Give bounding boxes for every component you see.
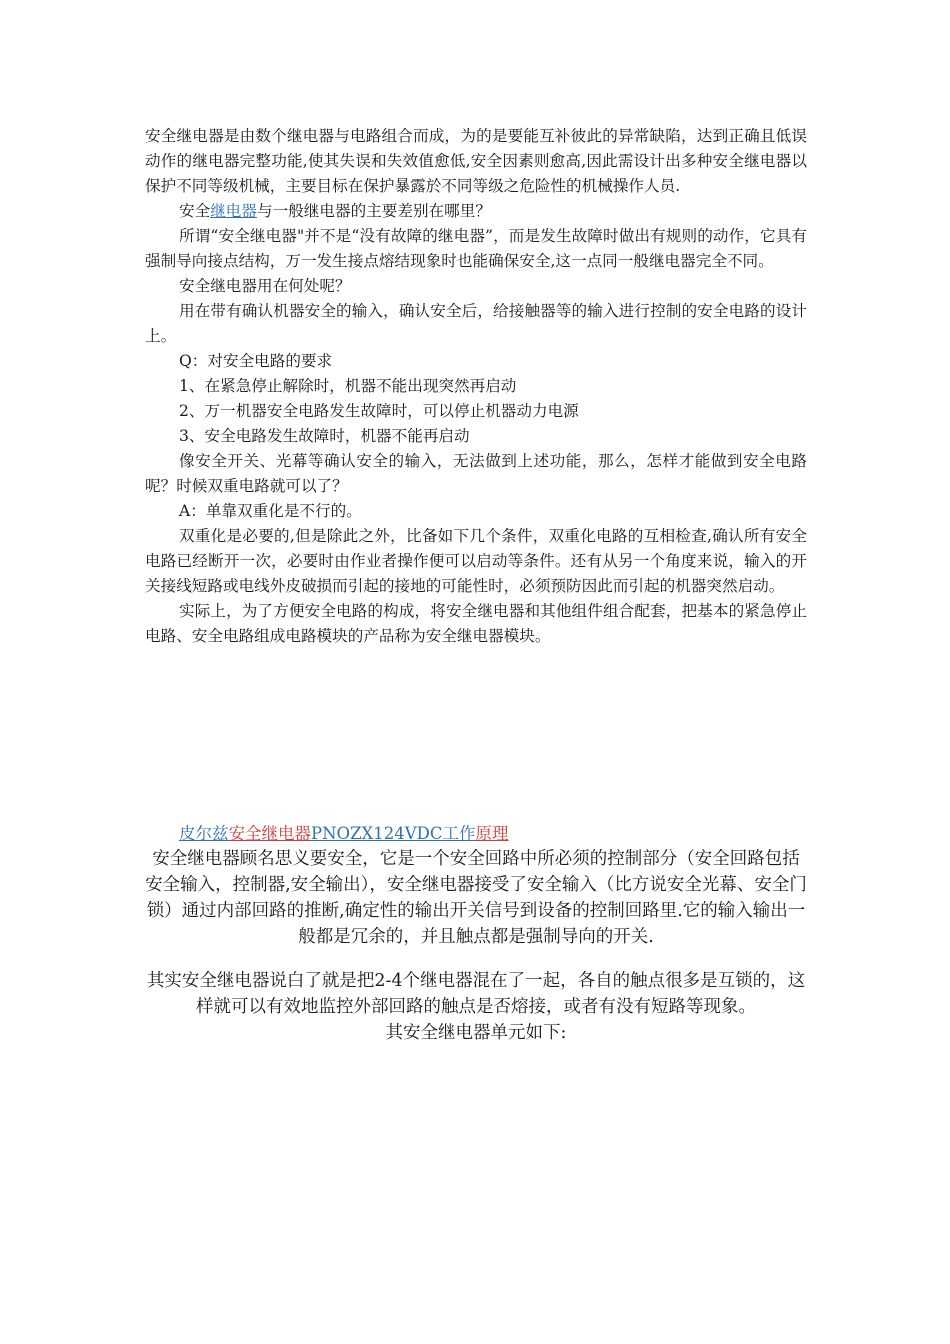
pilz-paragraph-3: 其安全继电器单元如下: <box>385 1023 567 1043</box>
pilz-section <box>145 822 807 1046</box>
intro-section <box>145 124 807 649</box>
paragraph-double: 双重化是必要的,但是除此之外，比备如下几个条件，双重化电路的互相检查,确认所有安全电路已经断开一次，必要时由作业者操作便可以启动等条件。还有从另一个角度来说，输入的开关接线短路或电线外皮破损而引起的接地的可能性时，必须预防因此而引起的机器突然启动。 <box>145 527 807 595</box>
title-link-work[interactable]: 工作 <box>442 824 476 843</box>
relay-link[interactable]: 继电器 <box>210 202 257 220</box>
requirement-1: 1、在紧急停止解除时，机器不能出现突然再启动 <box>179 377 517 395</box>
title-link-model[interactable]: PNOZX124VDC <box>311 824 443 843</box>
answer-difference: 所谓“安全继电器"并不是“没有故障的继电器”，而是发生故障时做出有规则的动作，它具有强制导向接点结构，万一发生接点熔结现象时也能确保安全,这一点同一般继电器完全不同。 <box>145 227 807 270</box>
answer-usage: 用在带有确认机器安全的输入，确认安全后，给接触器等的输入进行控制的安全电路的设计上。 <box>145 302 807 345</box>
pilz-paragraph-2: 其实安全继电器说白了就是把2-4个继电器混在了一起，各自的触点很多是互锁的，这样就可以有效地监控外部回路的触点是否熔接，或者有没有短路等现象。 <box>146 971 806 1017</box>
pilz-paragraph-1: 安全继电器顾名思义要安全，它是一个安全回路中所必须的控制部分（安全回路包括安全输入，控制器,安全输出），安全继电器接受了安全输入（比方说安全光幕、安全门锁）通过内部回路的推断,确定性的输出开关信号到设备的控制回路里.它的输入输出一般都是冗余的，并且触点都是强制导向的开关. <box>145 849 807 947</box>
question-difference <box>145 199 807 224</box>
question-usage: 安全继电器用在何处呢？ <box>179 277 351 295</box>
paragraph-module: 实际上，为了方便安全电路的构成，将安全继电器和其他组件组合配套，把基本的紧急停止电路、安全电路组成电路模块的产品称为安全继电器模块。 <box>145 602 807 645</box>
question-requirements: Q：对安全电路的要求 <box>179 352 333 370</box>
title-link-pilz[interactable]: 皮尔兹 <box>179 824 229 843</box>
spacer <box>145 950 807 968</box>
answer-double-circuit: A：单靠双重化是不行的。 <box>179 502 362 520</box>
title-link-safety-relay[interactable]: 安全继电器 <box>228 824 311 843</box>
question-suffix: 与一般继电器的主要差别在哪里？ <box>257 202 491 220</box>
question-double-circuit: 像安全开关、光幕等确认安全的输入，无法做到上述功能，那么，怎样才能做到安全电路呢？时候双重电路就可以了？ <box>145 452 807 495</box>
question-prefix: 安全 <box>179 202 211 220</box>
intro-paragraph: 安全继电器是由数个继电器与电路组合而成，为的是要能互补彼此的异常缺陷，达到正确且低误动作的继电器完整功能,使其失误和失效值愈低,安全因素则愈高,因此需设计出多种安全继电器以保护不同等级机械，主要目标在保护暴露於不同等级之危险性的机械操作人员. <box>145 127 807 195</box>
requirement-2: 2、万一机器安全电路发生故障时，可以停止机器动力电源 <box>179 402 579 420</box>
title-link-principle[interactable]: 原理 <box>475 824 509 843</box>
pilz-title <box>145 822 807 846</box>
requirement-3: 3、安全电路发生故障时，机器不能再启动 <box>179 427 470 445</box>
